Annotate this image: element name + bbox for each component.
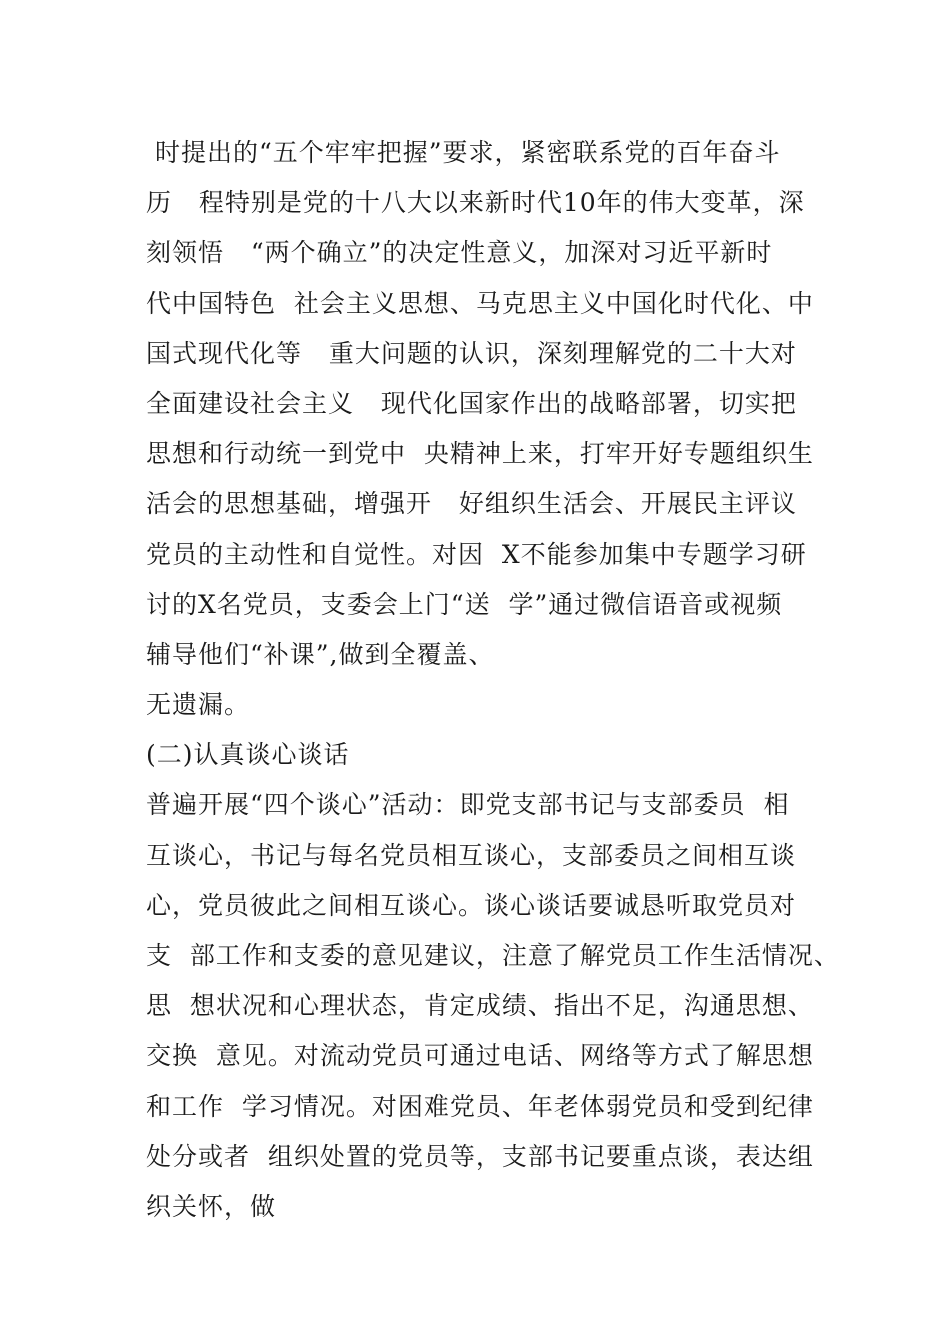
text-line: 时提出的“五个牢牢把握”要求，紧密联系党的百年奋斗 [146,138,781,167]
text-line: 心，党员彼此之间相互谈心。谈心谈话要诚恳听取党员对 [146,890,797,920]
text-line: 普遍开展“四个谈心”活动：即党支部书记与支部委员 相 [146,790,790,820]
text-line: 和工作 学习情况。对困难党员、年老体弱党员和受到纪律 [146,1091,814,1121]
text-line: 国式现代化等 重大问题的认识，深刻理解党的二十大对 [146,338,797,368]
text-line: 历 程特别是党的十八大以来新时代10年的伟大变革，深 [146,188,805,218]
text-line: 代中国特色 社会主义思想、马克思主义中国化时代化、中 [146,288,814,318]
text-line: 支 部工作和支委的意见建议，注意了解党员工作生活情况、 [146,941,840,970]
text-line: 党员的主动性和自觉性。对因 X不能参加集中专题学习研 [146,539,807,569]
text-line: 辅导他们“补课”,做到全覆盖、 [146,639,495,669]
text-line: 活会的思想基础，增强开 好组织生活会、开展民主评议 [146,489,797,519]
text-line: 刻领悟 “两个确立”的决定性意义，加深对习近平新时 [146,238,773,268]
document-body [146,128,846,1232]
text-line: 讨的X名党员，支委会上门“送 学”通过微信语音或视频 [146,589,783,619]
text-line: 交换 意见。对流动党员可通过电话、网络等方式了解思想 [146,1041,814,1071]
text-line: 处分或者 组织处置的党员等，支部书记要重点谈，表达组 [146,1141,814,1171]
text-line: 无遗漏。 [146,690,251,720]
text-line: 思想和行动统一到党中 央精神上来，打牢开好专题组织生 [146,439,814,469]
text-line: 思 想状况和心理状态，肯定成绩、指出不足，沟通思想、 [146,991,814,1021]
section-heading: (二)认真谈心谈话 [146,740,350,770]
text-line: 织关怀，做 [146,1191,277,1221]
text-line: 全面建设社会主义 现代化国家作出的战略部署，切实把 [146,388,797,418]
text-line: 互谈心，书记与每名党员相互谈心，支部委员之间相互谈 [146,840,797,870]
